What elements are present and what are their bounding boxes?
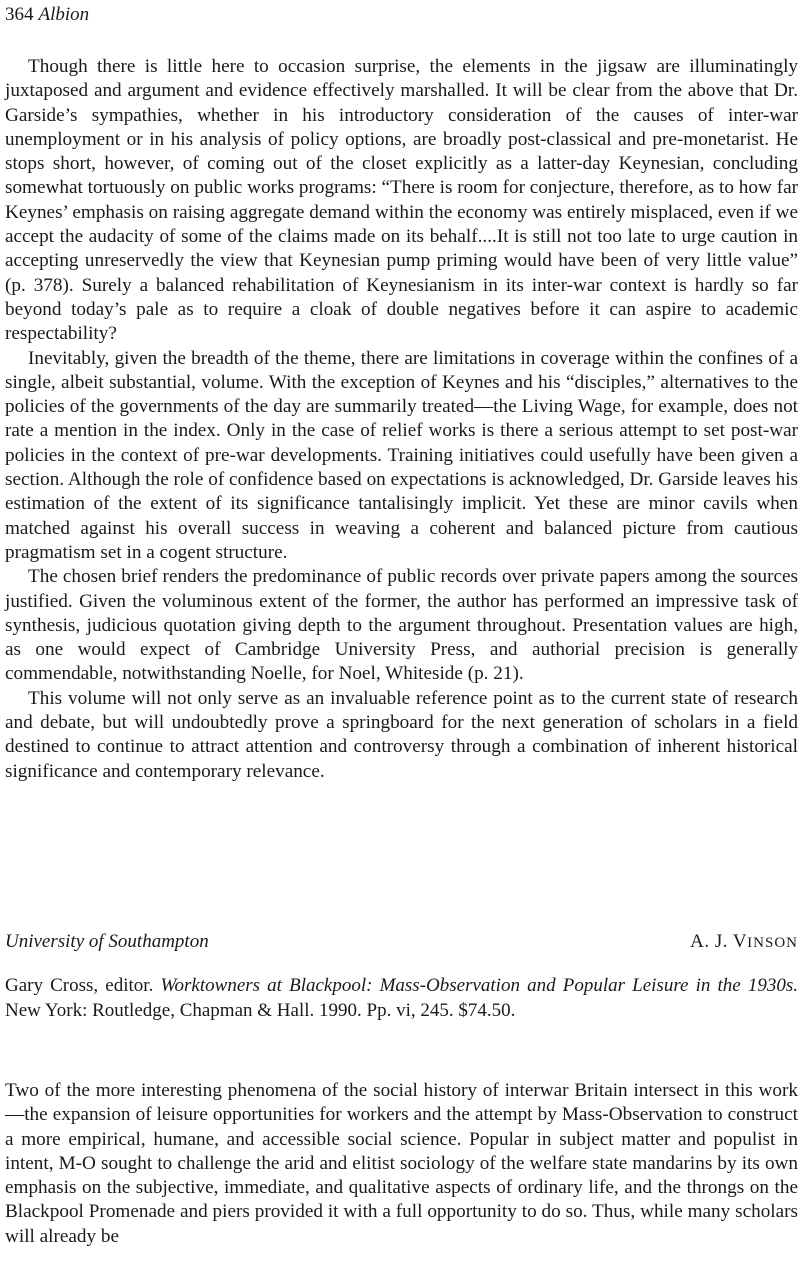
paragraph: Inevitably, given the breadth of the theme, there are limitations in coverage within the confines of a single, albeit substantial, volume. With the exception of Keynes and his “disciples,” alternatives to the policies of the governments of the day are summarily treated—the Living Wage, for example, does not rate a mention in the index. Only in the case of relief works is there a serious attempt to set post-war policies in the context of pre-war developments. Training initiatives could usefully have been given a section. Although the role of confidence based on expectations is acknowledged, Dr. Garside leaves his estimation of the extent of its significance tantalisingly implicit. Yet these are minor cavils when matched against his overall success in weaving a coherent and balanced picture from cautious pragmatism set in a cogent structure. (5, 347, 798, 563)
journal-title: Albion (38, 4, 90, 25)
citation-editor: Gary Cross, editor. (5, 975, 154, 996)
review-body (5, 1079, 798, 1249)
book-citation (5, 974, 798, 1023)
reviewer-affiliation: University of Southampton (5, 931, 209, 952)
reviewer-name-initials: A. J. V (690, 931, 748, 952)
citation-details: New York: Routledge, Chapman & Hall. 1990. Pp. vi, 245. $74.50. (5, 999, 516, 1021)
citation-title: Worktowners at Blackpool: Mass-Observation and Popular Leisure in the 1930s. (160, 975, 798, 996)
paragraph: The chosen brief renders the predominance of public records over private papers among the sources justified. Given the voluminous extent of the former, the author has performed an impressive task of synthesis, judicious quotation giving depth to the argument throughout. Presentation values are high, as one would expect of Cambridge University Press, and authorial precision is generally commendable, notwithstanding Noelle, for Noel, Whiteside (p. 21). (5, 566, 798, 685)
reviewer-name (690, 929, 798, 956)
review-signature (5, 929, 798, 955)
running-header (5, 0, 89, 30)
paragraph: This volume will not only serve as an invaluable reference point as to the current state of research and debate, but will undoubtedly prove a springboard for the next generation of scholars in a field destined to continue to attract attention and controversy through a combination of inherent historical significance and contemporary relevance. (5, 687, 798, 782)
review-body (5, 55, 798, 784)
reviewer-name-smallcaps: INSON (747, 935, 798, 951)
page-number: 364 (5, 4, 34, 25)
paragraph: Though there is little here to occasion surprise, the elements in the jigsaw are illuminatingly juxtaposed and argument and evidence effectively marshalled. It will be clear from the above that Dr. Garside’s sympathies, whether in his introductory consideration of the causes of inter-war unemployment or in his analysis of policy options, are broadly post-classical and pre-monetarist. He stops short, however, of coming out of the closet explicitly as a latter-day Keynesian, concluding somewhat tortuously on public works programs: “There is room for conjecture, therefore, as to how far Keynes’ emphasis on raising aggregate demand within the economy was entirely misplaced, even if we accept the audacity of some of the claims made on its behalf....It is still not too late to urge caution in accepting unreservedly the view that Keynesian pump priming would have been of very little value” (p. 378). Surely a balanced rehabilitation of Keynesianism in its inter-war context is hardly so far beyond today’s pale as to require a cloak of double negatives before it can aspire to academic respectability? (5, 56, 798, 345)
paragraph: Two of the more interesting phenomena of the social history of interwar Britain intersect in this work—the expansion of leisure opportunities for workers and the attempt by Mass-Observation to construct a more empirical, humane, and accessible social science. Popular in subject matter and populist in intent, M-O sought to challenge the arid and elitist sociology of the welfare state mandarins by its own emphasis on the subjective, immediate, and qualitative aspects of ordinary life, and the throngs on the Blackpool Promenade and piers provided it with a full opportunity to do so. Thus, while many scholars will already be (5, 1080, 798, 1247)
